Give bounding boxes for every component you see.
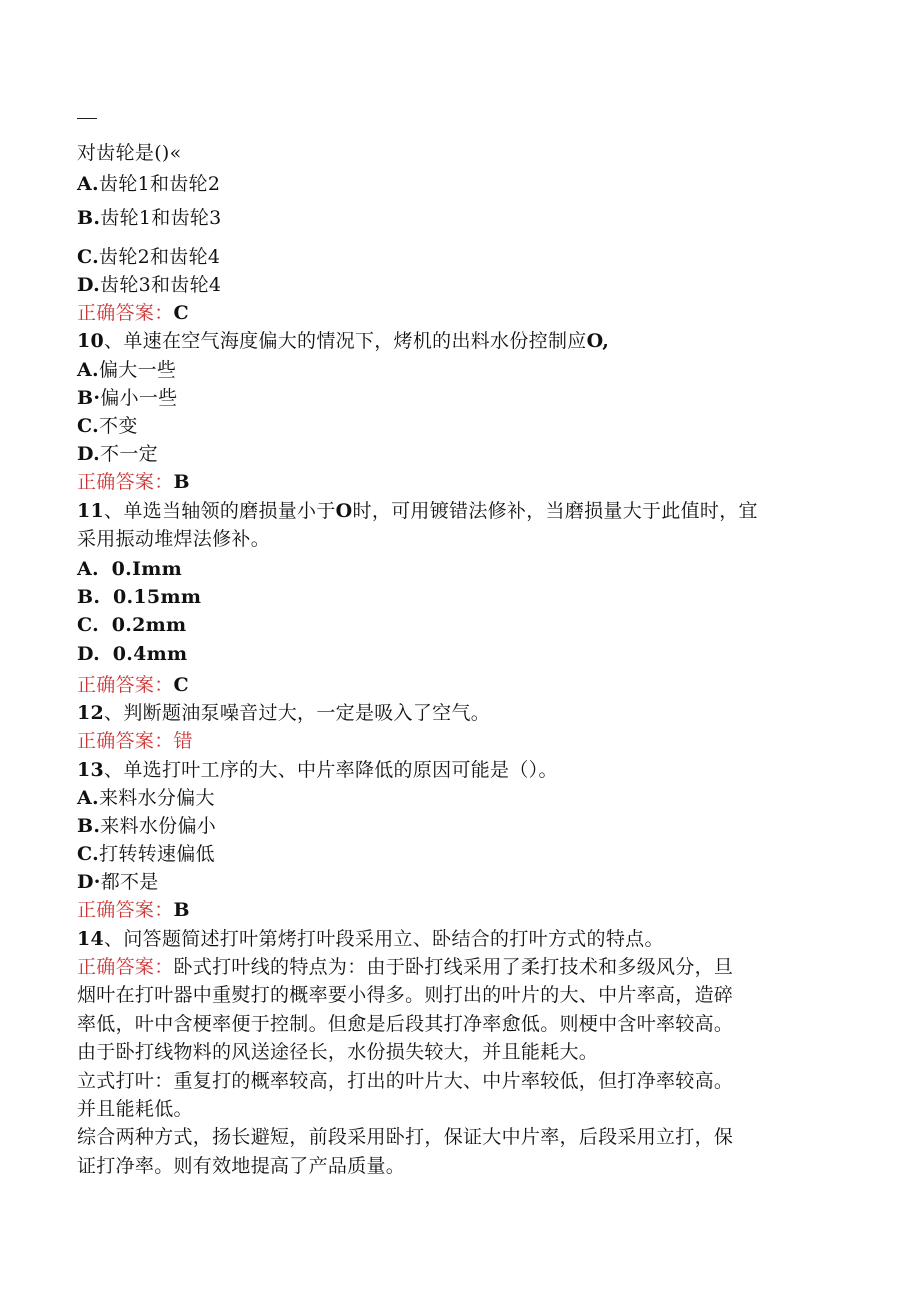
q14-stem: 14、问答题简述打叶第烤打叶段采用立、卧结合的打叶方式的特点。 (77, 928, 664, 950)
q11-stem: 11、单选当轴领的磨损量小于O时，可用镀错法修补，当磨损量大于此值时，宜 (77, 500, 758, 522)
q9-option-b: B.齿轮1和齿轮3 (77, 207, 222, 229)
q10-option-b: B·偏小一些 (77, 387, 178, 409)
q9-answer: 正确答案：C (77, 302, 189, 324)
q11-stem-line2: 采用振动堆焊法修补。 (77, 528, 271, 550)
q10-option-c: C.不变 (77, 415, 138, 437)
q14-answer-line: 证打净率。则有效地提高了产品质量。 (77, 1155, 406, 1177)
q13-option-d: D·都不是 (77, 871, 159, 893)
q14-answer: 正确答案：卧式打叶线的特点为：由于卧打线采用了柔打技术和多级风分，旦 (77, 956, 734, 978)
q11-option-c: C. 0.2mm (77, 614, 187, 636)
q12-answer: 正确答案：错 (77, 730, 193, 752)
q9-option-a: A.齿轮1和齿轮2 (77, 173, 221, 195)
q14-answer-line: 由于卧打线物料的风送途径长，水份损失较大，并且能耗大。 (77, 1041, 599, 1063)
q10-stem: 10、单速在空气海度偏大的情况下，烤机的出料水份控制应O, (77, 330, 610, 352)
q13-option-c: C.打转转速偏低 (77, 843, 215, 865)
q11-option-b: B. 0.15mm (77, 586, 202, 608)
q13-option-a: A.来料水分偏大 (77, 787, 215, 809)
q13-option-b: B.来料水份偏小 (77, 815, 217, 837)
q14-answer-line: 烟叶在打叶器中重熨打的概率要小得多。则打出的叶片的大、中片率高，造碎 (77, 984, 734, 1006)
q10-option-a: A.偏大一些 (77, 359, 177, 381)
q9-option-d: D.齿轮3和齿轮4 (77, 274, 222, 296)
q11-option-d: D. 0.4mm (77, 643, 188, 665)
q9-option-c: C.齿轮2和齿轮4 (77, 246, 221, 268)
q10-option-d: D.不一定 (77, 443, 158, 465)
top-dash-mark (77, 118, 97, 119)
q14-answer-line: 综合两种方式，扬长避短，前段采用卧打，保证大中片率，后段采用立打，保 (77, 1126, 734, 1148)
q12-stem: 12、判断题油泵噪音过大，一定是吸入了空气。 (77, 702, 491, 724)
q14-answer-line: 率低，叶中含梗率便于控制。但愈是后段其打净率愈低。则梗中含叶率较高。 (77, 1013, 734, 1035)
q14-answer-line: 立式打叶：重复打的概率较高，打出的叶片大、中片率较低，但打净率较高。 (77, 1070, 734, 1092)
q13-answer: 正确答案：B (77, 899, 190, 921)
q13-stem: 13、单选打叶工序的大、中片率降低的原因可能是（）。 (77, 759, 558, 781)
q11-option-a: A. 0.Imm (77, 558, 183, 580)
q14-answer-line: 并且能耗低。 (77, 1098, 193, 1120)
q11-answer: 正确答案：C (77, 674, 189, 696)
q9-stem: 对齿轮是()« (77, 142, 182, 164)
q10-answer: 正确答案：B (77, 471, 190, 493)
